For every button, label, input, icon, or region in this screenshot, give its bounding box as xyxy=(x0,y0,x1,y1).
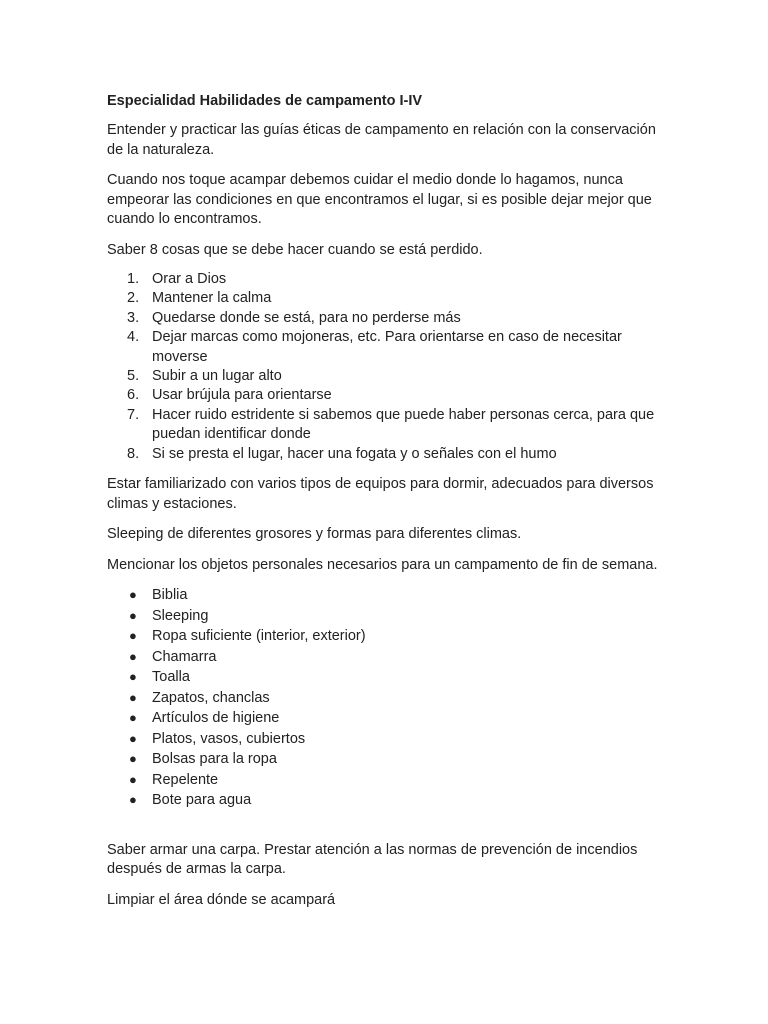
list-item xyxy=(107,626,667,647)
items-heading: Mencionar los objetos personales necesarios para un campamento de fin de semana. xyxy=(107,556,658,573)
list-item xyxy=(107,585,667,606)
bullet-icon: ● xyxy=(129,587,137,603)
items-list xyxy=(107,585,667,811)
list-item-text: Platos, vasos, cubiertos xyxy=(152,730,306,747)
bullet-icon: ● xyxy=(129,607,137,623)
list-item-text: Dejar marcas como mojoneras, etc. Para orientarse en caso de necesitar moverse xyxy=(152,329,622,365)
list-item-text: Sleeping xyxy=(152,607,209,624)
list-number: 8. xyxy=(127,445,140,462)
bullet-icon: ● xyxy=(129,730,137,746)
intro-paragraph-2: Cuando nos toque acampar debemos cuidar el medio donde lo hagamos, nunca empeorar las condiciones en que encontramos el lugar, si es posible dejar mejor que cuando lo encontramos. xyxy=(107,172,652,227)
bullet-icon: ● xyxy=(129,628,137,644)
list-item-text: Bote para agua xyxy=(152,792,252,809)
list-item-text: Si se presta el lugar, hacer una fogata y o señales con el humo xyxy=(152,445,557,462)
list-item xyxy=(107,328,667,367)
list-item-text: Orar a Dios xyxy=(152,271,227,287)
list-number: 3. xyxy=(127,309,140,326)
list-item-text: Chamarra xyxy=(152,648,217,665)
list-item xyxy=(107,406,667,445)
list-number: 6. xyxy=(127,387,140,404)
list-item-text: Bolsas para la ropa xyxy=(152,751,277,768)
bullet-icon: ● xyxy=(129,771,137,787)
list-item xyxy=(107,289,667,308)
tent-paragraph: Saber armar una carpa. Prestar atención a las normas de prevención de incendios después de armas la carpa. xyxy=(107,841,638,878)
list-item xyxy=(107,309,667,328)
list-item xyxy=(107,606,667,627)
list-item-text: Quedarse donde se está, para no perderse más xyxy=(152,309,461,326)
list-item-text: Ropa suficiente (interior, exterior) xyxy=(152,628,366,645)
list-item xyxy=(107,647,667,668)
lost-steps-list xyxy=(107,270,667,464)
intro-paragraph-1: Entender y practicar las guías éticas de campamento en relación con la conservación de la naturaleza. xyxy=(107,122,656,158)
list-number: 1. xyxy=(127,271,140,287)
list-item-text: Hacer ruido estridente si sabemos que puede haber personas cerca, para que puedan identificar donde xyxy=(152,406,655,443)
bullet-icon: ● xyxy=(129,689,137,705)
clean-paragraph: Limpiar el área dónde se acampará xyxy=(107,891,336,908)
list-item xyxy=(107,386,667,405)
lost-heading: Saber 8 cosas que se debe hacer cuando se está perdido. xyxy=(107,241,483,258)
sleep-paragraph: Estar familiarizado con varios tipos de equipos para dormir, adecuados para diversos climas y estaciones. xyxy=(107,476,654,512)
list-item-text: Zapatos, chanclas xyxy=(152,689,270,706)
list-item xyxy=(107,445,667,464)
list-item xyxy=(107,270,667,289)
list-number: 2. xyxy=(127,290,140,307)
list-item xyxy=(107,708,667,729)
list-item-text: Usar brújula para orientarse xyxy=(152,387,332,404)
list-item xyxy=(107,367,667,386)
bullet-icon: ● xyxy=(129,751,137,767)
document-page xyxy=(107,91,667,910)
list-item-text: Repelente xyxy=(152,771,219,788)
bullet-icon: ● xyxy=(129,710,137,726)
sleep-answer: Sleeping de diferentes grosores y formas para diferentes climas. xyxy=(107,526,522,543)
list-item-text: Subir a un lugar alto xyxy=(152,368,282,385)
list-item xyxy=(107,749,667,770)
list-item xyxy=(107,790,667,811)
document-title: Especialidad Habilidades de campamento I-IV xyxy=(107,93,423,109)
list-item xyxy=(107,667,667,688)
list-number: 5. xyxy=(127,368,140,385)
bullet-icon: ● xyxy=(129,792,137,808)
list-item-text: Biblia xyxy=(152,587,188,604)
list-item xyxy=(107,770,667,791)
list-item xyxy=(107,729,667,750)
bullet-icon: ● xyxy=(129,669,137,685)
bullet-icon: ● xyxy=(129,648,137,664)
list-item xyxy=(107,688,667,709)
list-item-text: Artículos de higiene xyxy=(152,710,280,727)
list-item-text: Toalla xyxy=(152,669,190,686)
list-number: 4. xyxy=(127,329,140,346)
list-item-text: Mantener la calma xyxy=(152,290,272,307)
list-number: 7. xyxy=(127,406,140,423)
